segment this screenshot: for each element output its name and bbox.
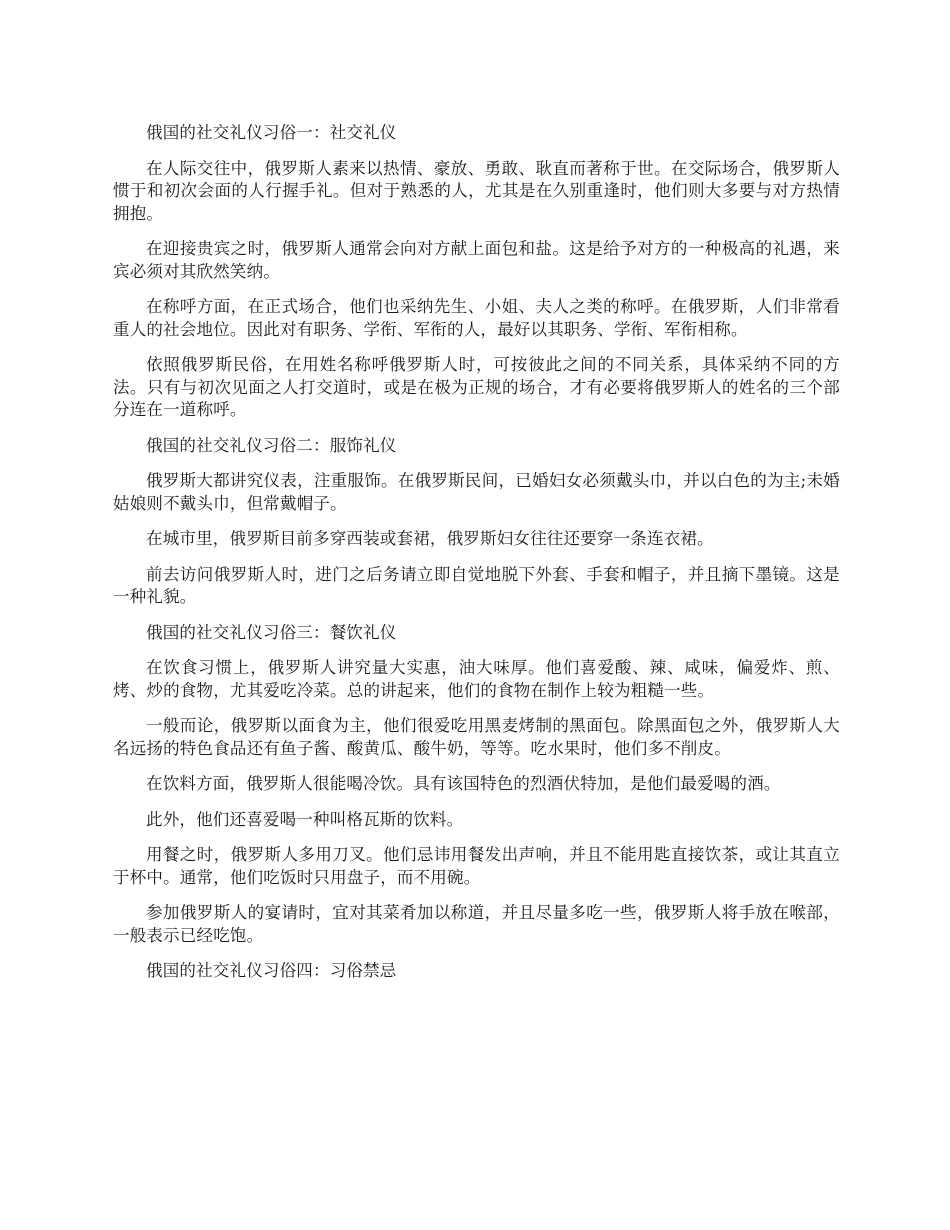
paragraph: 在饮料方面，俄罗斯人很能喝冷饮。具有该国特色的烈酒伏特加，是他们最爱喝的酒。	[146, 774, 781, 793]
paragraph: 俄罗斯大都讲究仪表，注重服饰。在俄罗斯民间，已婚妇女必须戴头巾，并以白色的为主;未婚姑娘则不戴头巾，但常戴帽子。	[113, 471, 840, 513]
section-heading: 俄国的社交礼仪习俗四：习俗禁忌	[146, 961, 397, 980]
document-body	[113, 122, 840, 996]
paragraph: 用餐之时，俄罗斯人多用刀叉。他们忌讳用餐发出声响，并且不能用匙直接饮茶，或让其直立于杯中。通常，他们吃饭时只用盘子，而不用碗。	[113, 845, 840, 887]
section-heading: 俄国的社交礼仪习俗三：餐饮礼仪	[146, 622, 397, 642]
paragraph: 此外，他们还喜爱喝一种叫格瓦斯的饮料。	[146, 809, 464, 829]
paragraph: 在称呼方面，在正式场合，他们也采纳先生、小姐、夫人之类的称呼。在俄罗斯，人们非常看重人的社会地位。因此对有职务、学衔、军衔的人，最好以其职务、学衔、军衔相称。	[113, 297, 840, 339]
paragraph: 在迎接贵宾之时，俄罗斯人通常会向对方献上面包和盐。这是给予对方的一种极高的礼遇，来宾必须对其欣然笑纳。	[113, 239, 840, 281]
paragraph: 在人际交往中，俄罗斯人素来以热情、豪放、勇敢、耿直而著称于世。在交际场合，俄罗斯人惯于和初次会面的人行握手礼。但对于熟悉的人，尤其是在久别重逢时，他们则大多要与对方热情拥抱。	[113, 158, 840, 223]
section-heading: 俄国的社交礼仪习俗一：社交礼仪	[146, 123, 397, 142]
paragraph: 在饮食习惯上，俄罗斯人讲究量大实惠，油大味厚。他们喜爱酸、辣、咸味，偏爱炸、煎、烤、炒的食物，尤其爱吃冷菜。总的讲起来，他们的食物在制作上较为粗糙一些。	[113, 658, 840, 700]
paragraph: 前去访问俄罗斯人时，进门之后务请立即自觉地脱下外套、手套和帽子，并且摘下墨镜。这是一种礼貌。	[113, 564, 840, 606]
section-heading: 俄国的社交礼仪习俗二：服饰礼仪	[146, 435, 397, 455]
paragraph: 依照俄罗斯民俗，在用姓名称呼俄罗斯人时，可按彼此之间的不同关系，具体采纳不同的方法。只有与初次见面之人打交道时，或是在极为正规的场合，才有必要将俄罗斯人的姓名的三个部分连在一道称呼。	[113, 355, 840, 419]
paragraph: 参加俄罗斯人的宴请时，宜对其菜肴加以称道，并且尽量多吃一些，俄罗斯人将手放在喉部，一般表示已经吃饱。	[113, 903, 840, 945]
paragraph: 在城市里，俄罗斯目前多穿西装或套裙，俄罗斯妇女往往还要穿一条连衣裙。	[146, 529, 714, 548]
paragraph: 一般而论，俄罗斯以面食为主，他们很爱吃用黑麦烤制的黑面包。除黑面包之外，俄罗斯人大名远扬的特色食品还有鱼子酱、酸黄瓜、酸牛奶，等等。吃水果时，他们多不削皮。	[113, 716, 840, 758]
